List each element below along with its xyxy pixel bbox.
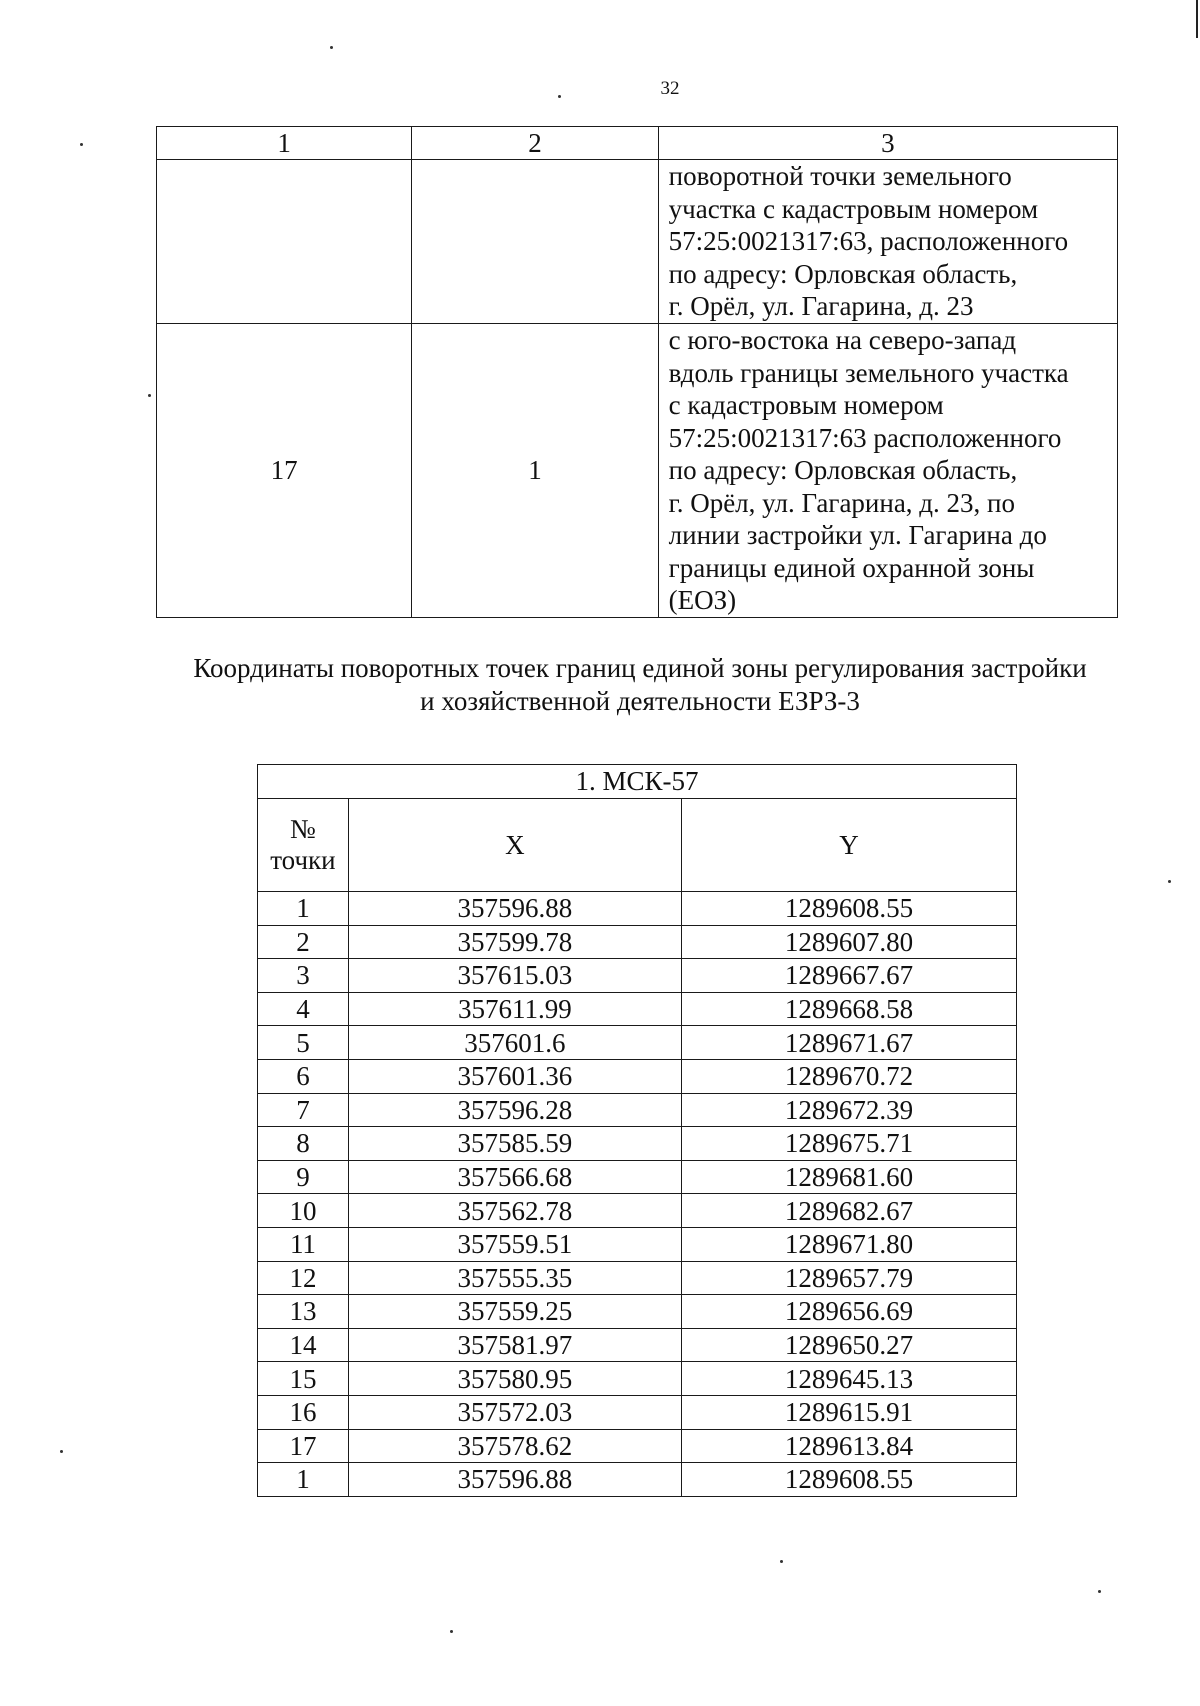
coordinates-body (258, 892, 1017, 1497)
y-header: Y (681, 799, 1016, 892)
section-heading (150, 652, 1130, 718)
table-row (258, 959, 1017, 993)
table-row (258, 1227, 1017, 1261)
coordinates-column-header-row (258, 799, 1017, 892)
point-number-cell: 8 (258, 1127, 349, 1161)
table-row (258, 892, 1017, 926)
table-row (258, 1059, 1017, 1093)
point-number-cell: 15 (258, 1362, 349, 1396)
y-coordinate-cell: 1289656.69 (681, 1295, 1016, 1329)
coordinates-caption: 1. МСК-57 (258, 765, 1017, 799)
boundary-header-col-1: 1 (157, 127, 412, 160)
boundary-description: с юго-востока на северо-запад вдоль границы земельного участка с кадастровым номером 57:25:0021317:63 расположенного по адресу: Орловская область, г. Орёл, ул. Гагарина, д. 23, по линии застройки ул. Гагарина до границы единой охранной зоны (ЕОЗ) (658, 324, 1117, 618)
x-coordinate-cell: 357559.25 (348, 1295, 681, 1329)
point-number-cell: 1 (258, 1463, 349, 1497)
y-coordinate-cell: 1289668.58 (681, 992, 1016, 1026)
x-coordinate-cell: 357566.68 (348, 1160, 681, 1194)
point-number-header-line-2: точки (270, 845, 336, 875)
point-number-cell: 13 (258, 1295, 349, 1329)
table-row (258, 1160, 1017, 1194)
x-coordinate-cell: 357585.59 (348, 1127, 681, 1161)
coordinates-table (257, 764, 1017, 1497)
point-number-cell: 7 (258, 1093, 349, 1127)
x-header: X (348, 799, 681, 892)
boundary-description: поворотной точки земельного участка с кадастровым номером 57:25:0021317:63, расположенного по адресу: Орловская область, г. Орёл, ул. Гагарина, д. 23 (658, 160, 1117, 324)
point-number-cell: 17 (258, 1429, 349, 1463)
y-coordinate-cell: 1289608.55 (681, 1463, 1016, 1497)
x-coordinate-cell: 357581.97 (348, 1328, 681, 1362)
y-coordinate-cell: 1289608.55 (681, 892, 1016, 926)
table-row (258, 1261, 1017, 1295)
boundary-from-point: 17 (157, 324, 412, 618)
point-number-header-line-1: № (290, 814, 316, 844)
y-coordinate-cell: 1289615.91 (681, 1395, 1016, 1429)
point-number-cell: 16 (258, 1395, 349, 1429)
x-coordinate-cell: 357601.36 (348, 1059, 681, 1093)
scan-speck (1098, 1590, 1101, 1593)
table-row (258, 1429, 1017, 1463)
table-row (258, 992, 1017, 1026)
table-row (258, 1463, 1017, 1497)
y-coordinate-cell: 1289657.79 (681, 1261, 1016, 1295)
point-number-cell: 14 (258, 1328, 349, 1362)
table-row (258, 1362, 1017, 1396)
scan-speck (330, 46, 333, 49)
scan-speck (780, 1560, 783, 1563)
point-number-cell: 11 (258, 1227, 349, 1261)
table-row (258, 1328, 1017, 1362)
y-coordinate-cell: 1289650.27 (681, 1328, 1016, 1362)
coordinates-caption-row (258, 765, 1017, 799)
y-coordinate-cell: 1289681.60 (681, 1160, 1016, 1194)
section-heading-line-2: и хозяйственной деятельности ЕЗРЗ-3 (420, 686, 860, 716)
y-coordinate-cell: 1289671.67 (681, 1026, 1016, 1060)
y-coordinate-cell: 1289607.80 (681, 925, 1016, 959)
boundary-table-header-row (157, 127, 1118, 160)
y-coordinate-cell: 1289671.80 (681, 1227, 1016, 1261)
scan-speck (450, 1630, 453, 1633)
point-number-cell: 5 (258, 1026, 349, 1060)
table-row (258, 1127, 1017, 1161)
scan-speck (80, 143, 83, 146)
x-coordinate-cell: 357615.03 (348, 959, 681, 993)
point-number-cell: 9 (258, 1160, 349, 1194)
boundary-header-col-3: 3 (658, 127, 1117, 160)
table-row (258, 1093, 1017, 1127)
x-coordinate-cell: 357578.62 (348, 1429, 681, 1463)
point-number-cell: 6 (258, 1059, 349, 1093)
table-row (258, 1194, 1017, 1228)
point-number-cell: 12 (258, 1261, 349, 1295)
scan-speck (558, 95, 561, 98)
boundary-from-point (157, 160, 412, 324)
point-number-cell: 10 (258, 1194, 349, 1228)
boundary-header-col-2: 2 (412, 127, 658, 160)
table-row (258, 925, 1017, 959)
y-coordinate-cell: 1289675.71 (681, 1127, 1016, 1161)
boundary-description-table (156, 126, 1118, 618)
table-row (258, 1395, 1017, 1429)
y-coordinate-cell: 1289645.13 (681, 1362, 1016, 1396)
page-number: 32 (660, 78, 680, 99)
x-coordinate-cell: 357596.88 (348, 1463, 681, 1497)
scan-speck (1168, 880, 1171, 883)
x-coordinate-cell: 357596.28 (348, 1093, 681, 1127)
y-coordinate-cell: 1289667.67 (681, 959, 1016, 993)
x-coordinate-cell: 357559.51 (348, 1227, 681, 1261)
x-coordinate-cell: 357572.03 (348, 1395, 681, 1429)
boundary-to-point (412, 160, 658, 324)
table-row (258, 1295, 1017, 1329)
point-number-header (258, 799, 349, 892)
point-number-cell: 2 (258, 925, 349, 959)
point-number-cell: 3 (258, 959, 349, 993)
scan-edge-mark (1196, 0, 1198, 38)
y-coordinate-cell: 1289613.84 (681, 1429, 1016, 1463)
point-number-cell: 4 (258, 992, 349, 1026)
section-heading-line-1: Координаты поворотных точек границ единой зоны регулирования застройки (193, 653, 1087, 683)
x-coordinate-cell: 357562.78 (348, 1194, 681, 1228)
boundary-to-point: 1 (412, 324, 658, 618)
table-row (157, 324, 1118, 618)
scan-speck (60, 1450, 63, 1453)
table-row (157, 160, 1118, 324)
x-coordinate-cell: 357596.88 (348, 892, 681, 926)
table-row (258, 1026, 1017, 1060)
x-coordinate-cell: 357611.99 (348, 992, 681, 1026)
scan-speck (148, 394, 151, 397)
x-coordinate-cell: 357599.78 (348, 925, 681, 959)
y-coordinate-cell: 1289672.39 (681, 1093, 1016, 1127)
y-coordinate-cell: 1289682.67 (681, 1194, 1016, 1228)
y-coordinate-cell: 1289670.72 (681, 1059, 1016, 1093)
x-coordinate-cell: 357555.35 (348, 1261, 681, 1295)
point-number-cell: 1 (258, 892, 349, 926)
x-coordinate-cell: 357580.95 (348, 1362, 681, 1396)
x-coordinate-cell: 357601.6 (348, 1026, 681, 1060)
